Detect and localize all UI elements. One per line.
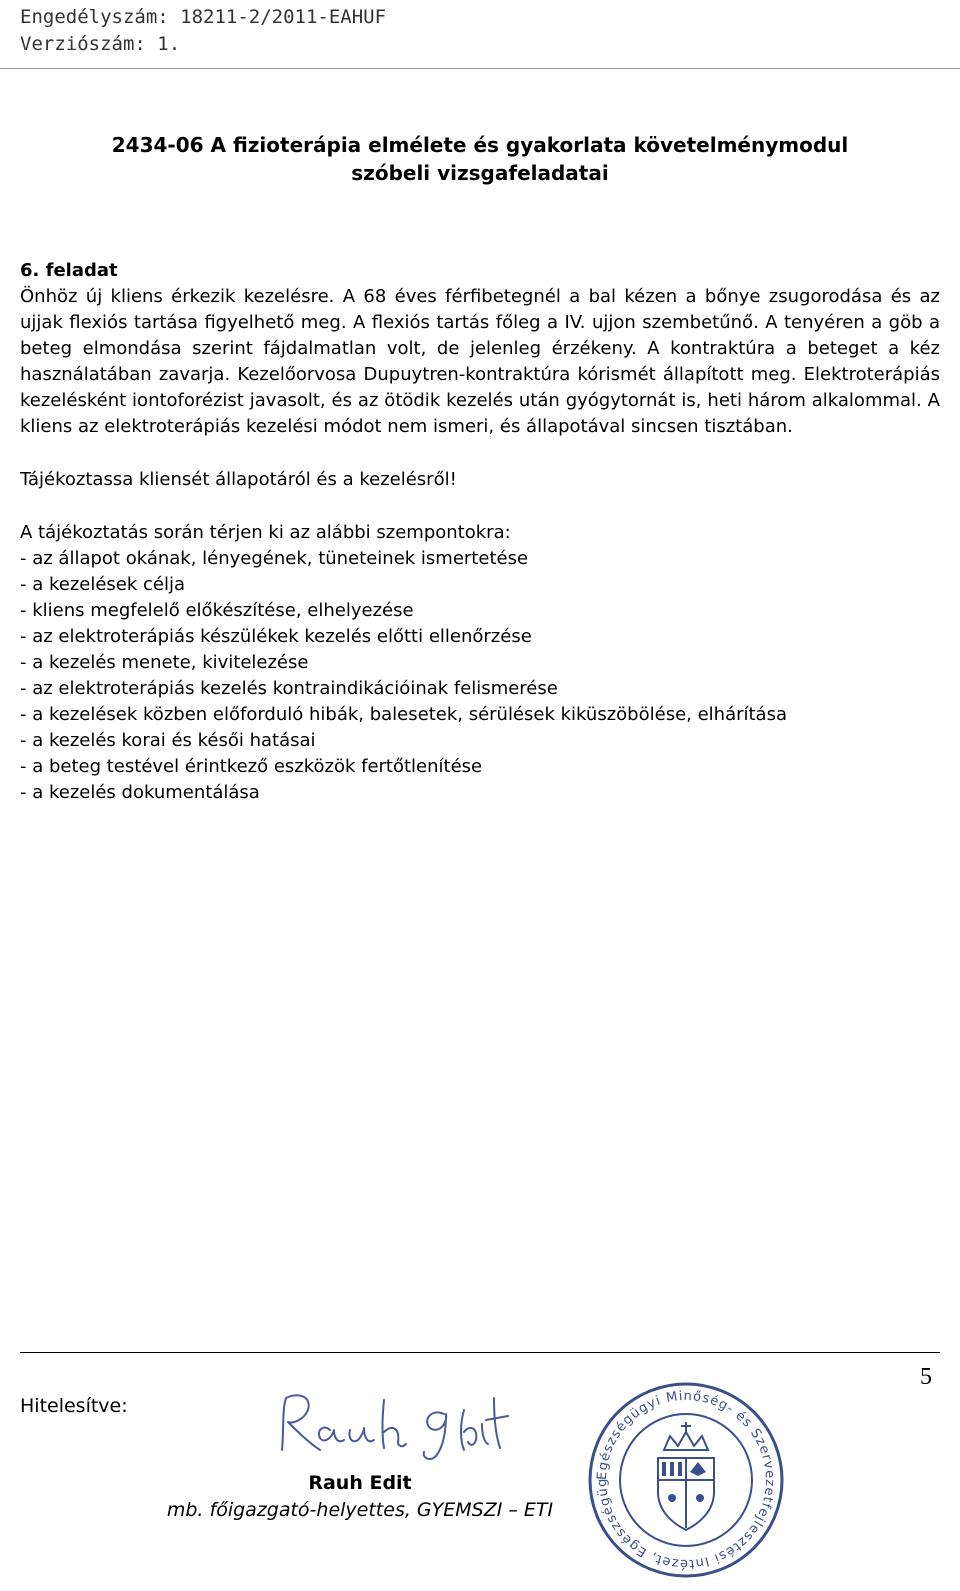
list-item: - a kezelés menete, kivitelezése [20,652,309,673]
aspects-list [20,546,940,806]
title-line-1: 2434-06 A fizioterápia elmélete és gyakorlata követelménymodul [111,133,849,157]
version-number: Verziószám: 1. [20,33,181,55]
license-number: Engedélyszám: 18211-2/2011-EAHUF [20,6,387,28]
signature [268,1380,518,1470]
signer-title: mb. főigazgató-helyettes, GYEMSZI – ETI [166,1499,554,1521]
header-divider [0,68,960,69]
list-item: - a kezelés korai és késői hatásai [20,730,316,751]
document-title [0,131,960,187]
seal-icon [586,1380,786,1580]
signature-icon [268,1380,518,1470]
page-number: 5 [920,1364,932,1390]
list-item: - az elektroterápiás kezelés kontraindikációinak felismerése [20,678,558,699]
task-instruction: Tájékoztassa kliensét állapotáról és a kezelésről! [20,469,457,490]
title-line-2: szóbeli vizsgafeladatai [351,161,609,185]
signer-name: Rauh Edit [308,1472,412,1494]
task-content [20,258,940,806]
list-item: - a kezelés dokumentálása [20,782,260,803]
certified-label: Hitelesítve: [20,1395,128,1417]
document-header [20,4,386,58]
footer-divider [20,1352,940,1353]
seal-text: Egészségügyi Minőség- és Szervezetfejlesztési Intézet, Egészségüg [594,1388,778,1572]
list-item: - az állapot okának, lényegének, tüneteinek ismertetése [20,548,529,569]
official-seal [586,1380,786,1580]
task-heading: 6. feladat [20,260,118,281]
list-item: - a beteg testével érintkező eszközök fertőtlenítése [20,756,483,777]
task-description: Önhöz új kliens érkezik kezelésre. A 68 éves férfibetegnél a bal kézen a bőnye zsugorodása és az ujjak flexiós tartása figyelhető meg. A flexiós tartás főleg a IV. ujjon szembetűnő. A tenyéren a göb a beteg elmondása szerint fájdalmatlan volt, de jelenleg érzékeny. A kontraktúra a beteget a kéz használatában zavarja. Kezelőorvosa Dupuytren-kontraktúra kórismét állapított meg. Elektroterápiás kezelésként iontoforézist javasolt, és az ötödik kezelés után gyógytornát is, heti három alkalommal. A kliens az elektroterápiás kezelési módot nem ismeri, és állapotával sincsen tisztában. [20,286,940,437]
list-item: - kliens megfelelő előkészítése, elhelyezése [20,600,414,621]
list-item: - az elektroterápiás készülékek kezelés előtti ellenőrzése [20,626,532,647]
list-item: - a kezelések célja [20,574,186,595]
list-item: - a kezelések közben előforduló hibák, balesetek, sérülések kiküszöbölése, elhárítása [20,704,787,725]
aspects-intro: A tájékoztatás során térjen ki az alábbi szempontokra: [20,522,511,543]
